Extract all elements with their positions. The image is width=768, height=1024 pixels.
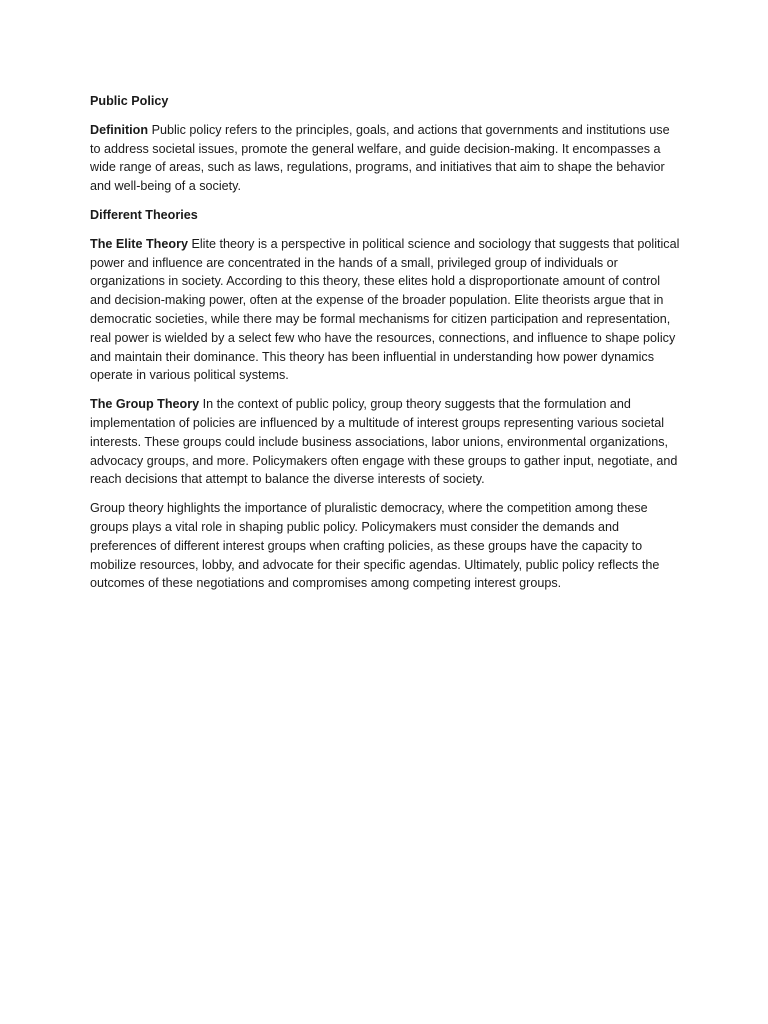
group-theory-text: In the context of public policy, group theory suggests that the formulation and implementation of policies are influenced by a multitude of interest groups representing various societal interests. These groups could include business associations, labor unions, environmental organizations, advocacy groups, and more. Policymakers often engage with these groups to gather input, negotiate, and reach decisions that attempt to balance the diverse interests of society. xyxy=(90,397,678,487)
theories-heading: Different Theories xyxy=(90,207,198,222)
group-theory-followup-paragraph: Group theory highlights the importance of pluralistic democracy, where the competition among these groups plays a vital role in shaping public policy. Policymakers must consider the demands and preferences of different interest groups when crafting policies, as these groups have the capacity to mobilize resources, lobby, and advocate for their specific agendas. Ultimately, public policy reflects the outcomes of these negotiations and compromises among competing interest groups. xyxy=(90,501,660,591)
group-theory-paragraph xyxy=(90,395,682,489)
elite-theory-text: Elite theory is a perspective in political science and sociology that suggests that political power and influence are concentrated in the hands of a small, privileged group of individuals or organizations in society. According to this theory, these elites hold a disproportionate amount of control and decision-making power, often at the expense of the broader population. Elite theorists argue that in democratic societies, while there may be formal mechanisms for citizen participation and representation, real power is wielded by a select few who have the resources, connections, and influence to shape policy and maintain their dominance. This theory has been influential in understanding how power dynamics operate in various political systems. xyxy=(90,236,680,383)
elite-theory-label: The Elite Theory xyxy=(90,236,188,251)
document-title: Public Policy xyxy=(90,94,169,108)
definition-paragraph xyxy=(90,121,682,196)
group-theory-label: The Group Theory xyxy=(90,397,200,412)
document-page xyxy=(90,92,682,603)
definition-label: Definition xyxy=(90,122,149,137)
elite-theory-paragraph xyxy=(90,235,682,385)
definition-text: Public policy refers to the principles, goals, and actions that governments and institutions use to address societal issues, promote the general welfare, and guide decision-making. It encompasses a wide range of areas, such as laws, regulations, programs, and initiatives that aim to shape the behavior and well-being of a society. xyxy=(90,122,670,194)
